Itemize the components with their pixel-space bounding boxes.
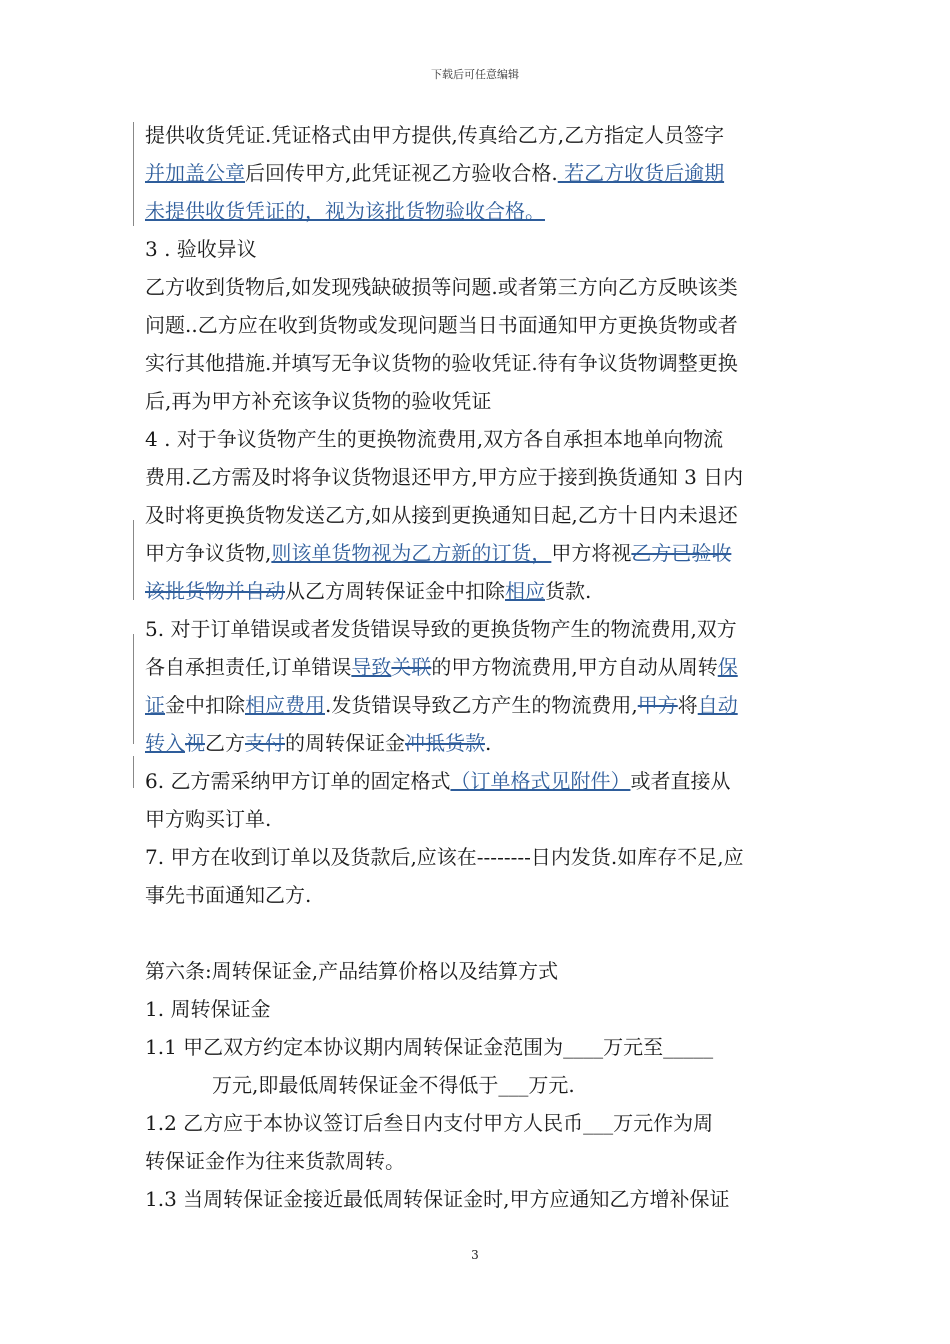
inserted-text: 保 xyxy=(717,655,738,679)
text-line xyxy=(145,1142,825,1180)
text-run: 后,再为甲方补充该争议货物的验收凭证 xyxy=(145,389,492,413)
text-run: 问题..乙方应在收到货物或发现问题当日书面通知甲方更换货物或者 xyxy=(145,313,738,337)
deleted-text: 冲抵货款 xyxy=(405,731,485,755)
text-line xyxy=(145,1180,825,1218)
text-run: 将 xyxy=(677,693,698,717)
text-line xyxy=(145,458,825,496)
text-line xyxy=(145,344,825,382)
text-run: 1.1 甲乙双方约定本协议期内周转保证金范围为____万元至_____ xyxy=(145,1035,714,1059)
deleted-text: 乙方已验收 xyxy=(631,541,732,565)
change-bar xyxy=(133,756,134,788)
text-line xyxy=(145,838,825,876)
text-line xyxy=(145,610,825,648)
deleted-text: 视 xyxy=(185,731,205,755)
text-line xyxy=(145,192,825,230)
text-run: 乙方收到货物后,如发现残缺破损等问题.或者第三方向乙方反映该类 xyxy=(145,275,738,299)
text-line xyxy=(145,154,825,192)
deleted-text: 该批货物并自动 xyxy=(145,579,285,603)
text-line xyxy=(145,1028,825,1066)
text-run: . xyxy=(485,731,492,755)
change-bar xyxy=(133,634,134,744)
text-line xyxy=(145,116,825,154)
text-line xyxy=(145,496,825,534)
text-line xyxy=(145,230,825,268)
text-run: 的甲方物流费用,甲方自动从周转 xyxy=(431,655,718,679)
page-header: 下载后可任意编辑 xyxy=(431,68,519,81)
deleted-text: 甲方 xyxy=(637,693,678,717)
text-run: 各自承担责任,订单错误 xyxy=(145,655,352,679)
inserted-text: 自动 xyxy=(697,693,738,717)
text-run: 提供收货凭证.凭证格式由甲方提供,传真给乙方,乙方指定人员签字 xyxy=(145,123,725,147)
text-run: 后回传甲方,此凭证视乙方验收合格. xyxy=(245,161,558,185)
blank-line xyxy=(145,914,825,952)
text-run: 转保证金作为往来货款周转。 xyxy=(145,1149,405,1173)
text-run: 第六条:周转保证金,产品结算价格以及结算方式 xyxy=(145,959,559,983)
inserted-text: 相应 xyxy=(505,579,545,603)
text-run: 3 . 验收异议 xyxy=(145,237,257,261)
inserted-text: 转入 xyxy=(145,731,185,755)
text-run: 或者直接从 xyxy=(630,769,731,793)
text-run: 4 . 对于争议货物产生的更换物流费用,双方各自承担本地单向物流 xyxy=(145,427,724,451)
text-run: 费用.乙方需及时将争议货物退还甲方,甲方应于接到换货通知 3 日内 xyxy=(145,465,744,489)
text-run: 的周转保证金 xyxy=(285,731,405,755)
text-run: 甲方将视 xyxy=(551,541,632,565)
inserted-text: 则该单货物视为乙方新的订货， xyxy=(271,541,552,565)
inserted-text: 并加盖公章 xyxy=(145,161,245,185)
text-run: 甲方购买订单. xyxy=(145,807,272,831)
text-line xyxy=(145,724,825,762)
text-line xyxy=(145,648,825,686)
text-run: 及时将更换货物发送乙方,如从接到更换通知日起,乙方十日内未退还 xyxy=(145,503,738,527)
text-run: .发货错误导致乙方产生的物流费用, xyxy=(325,693,638,717)
text-line xyxy=(145,876,825,914)
text-run: 6. 乙方需采纳甲方订单的固定格式 xyxy=(145,769,451,793)
text-run: 货款. xyxy=(545,579,592,603)
text-run: 甲方争议货物, xyxy=(145,541,272,565)
text-run: 1.3 当周转保证金接近最低周转保证金时,甲方应通知乙方增补保证 xyxy=(145,1187,730,1211)
text-line xyxy=(145,306,825,344)
text-run: 1.2 乙方应于本协议签订后叁日内支付甲方人民币___万元作为周 xyxy=(145,1111,714,1135)
inserted-text: 相应费用 xyxy=(245,693,325,717)
text-run: 金中扣除 xyxy=(165,693,245,717)
text-run: 5. 对于订单错误或者发货错误导致的更换货物产生的物流费用,双方 xyxy=(145,617,737,641)
deleted-text: 关联 xyxy=(391,655,432,679)
inserted-text: 若乙方收货后逾期 xyxy=(557,161,725,185)
inserted-text: 未提供收货凭证的，视为该批货物验收合格。 xyxy=(145,199,545,223)
text-line xyxy=(145,420,825,458)
text-line xyxy=(145,572,825,610)
deleted-text: 支付 xyxy=(245,731,285,755)
text-run: 从乙方周转保证金中扣除 xyxy=(285,579,505,603)
text-line xyxy=(145,268,825,306)
text-line xyxy=(145,762,825,800)
inserted-text: （订单格式见附件） xyxy=(450,769,631,793)
text-line xyxy=(145,800,825,838)
text-run: 事先书面通知乙方. xyxy=(145,883,312,907)
document-body xyxy=(145,116,825,1218)
text-run: 万元,即最低周转保证金不得低于___万元. xyxy=(212,1073,575,1097)
text-line xyxy=(145,686,825,724)
text-run: 乙方 xyxy=(205,731,245,755)
text-run: 1. 周转保证金 xyxy=(145,997,271,1021)
text-line xyxy=(145,990,825,1028)
text-line xyxy=(145,1066,825,1104)
change-bar xyxy=(133,122,134,226)
text-run: 实行其他措施.并填写无争议货物的验收凭证.待有争议货物调整更换 xyxy=(145,351,738,375)
text-run: 7. 甲方在收到订单以及货款后,应该在--------日内发货.如库存不足,应 xyxy=(145,845,744,869)
inserted-text: 导致 xyxy=(351,655,392,679)
text-line xyxy=(145,952,825,990)
inserted-text: 证 xyxy=(145,693,165,717)
text-line xyxy=(145,382,825,420)
page-number: 3 xyxy=(471,1248,479,1262)
change-bar xyxy=(133,520,134,600)
text-line xyxy=(145,1104,825,1142)
text-line xyxy=(145,534,825,572)
